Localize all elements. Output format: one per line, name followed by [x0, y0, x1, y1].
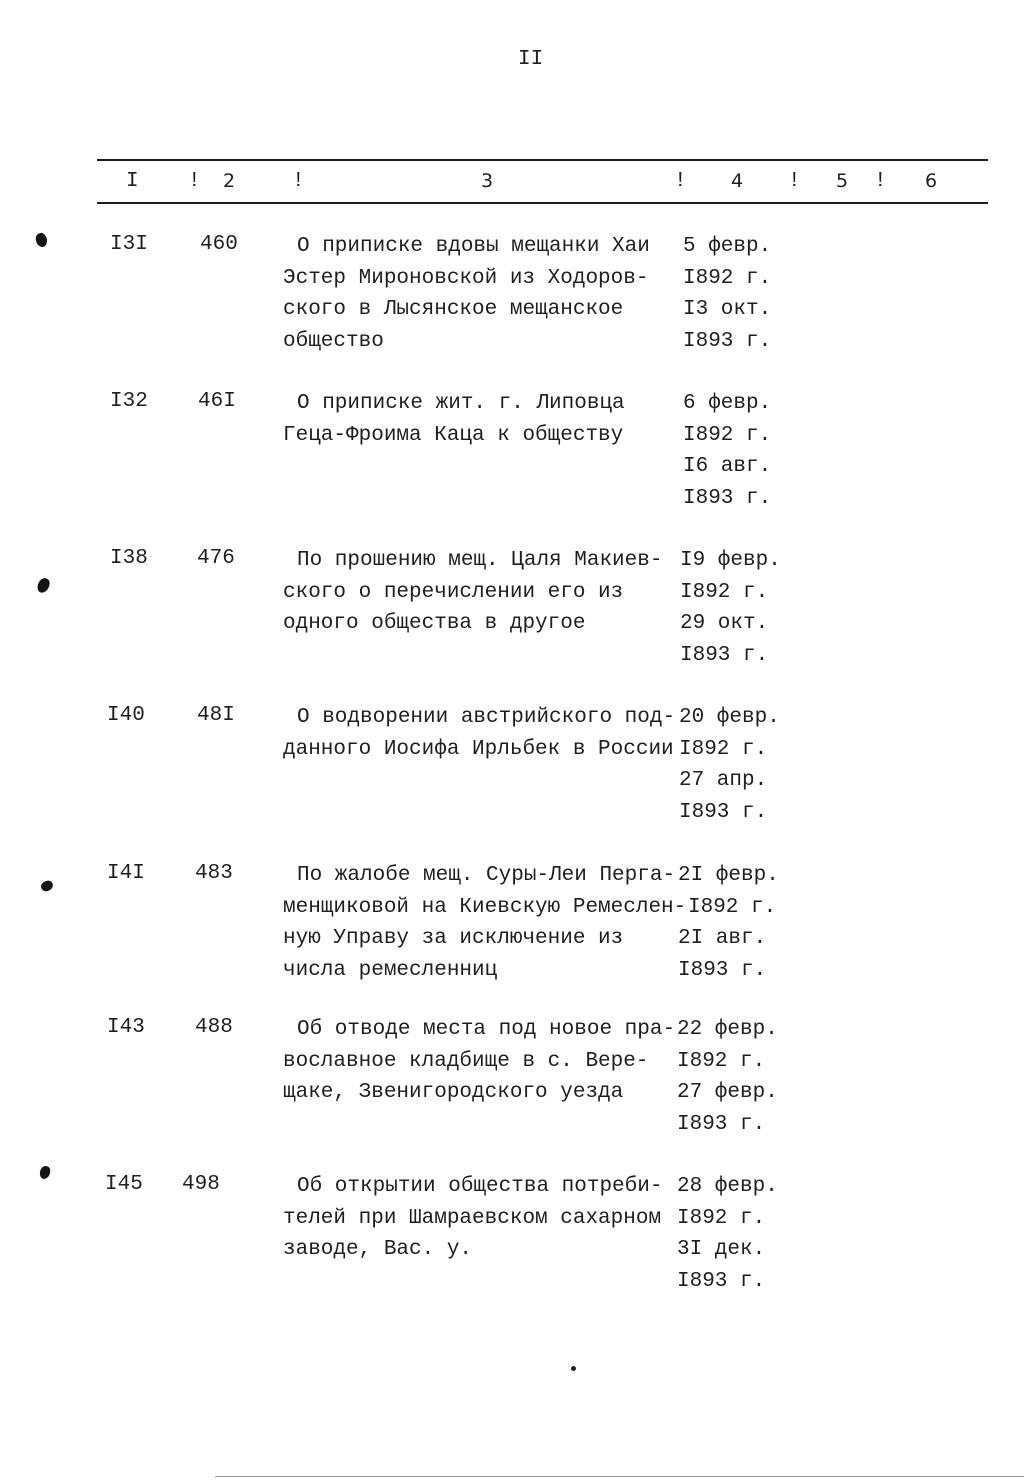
record-number: I4I — [107, 862, 145, 885]
record-row — [0, 545, 1024, 675]
title-line: Об отводе места под новое пра- — [297, 1018, 676, 1041]
table-header — [0, 166, 1024, 198]
title-line: данного Иосифа Ирльбек в России — [283, 737, 674, 761]
header-bottom-rule — [97, 202, 988, 204]
title-line: одного общества в другое — [283, 612, 586, 635]
date-line: 6 февр. — [683, 392, 772, 415]
date-line: 27 апр. — [679, 769, 768, 792]
title-line: вославное кладбище в с. Вере- — [283, 1049, 649, 1073]
title-line: ского в Лысянское мещанское — [283, 298, 624, 321]
file-number: 476 — [197, 547, 235, 570]
date-line: I892 г. — [683, 266, 772, 290]
record-dates — [680, 545, 800, 671]
header-top-rule — [97, 159, 988, 161]
file-number: 488 — [195, 1016, 233, 1039]
record-dates — [679, 702, 799, 828]
header-col-2: 2 — [223, 170, 236, 192]
file-number: 483 — [195, 862, 233, 885]
record-row — [0, 388, 1024, 518]
title-line: менщиковой на Киевскую Ремеслен- — [283, 895, 687, 919]
date-line: I893 г. — [683, 486, 772, 510]
header-separator: ! — [292, 170, 305, 193]
header-separator: ! — [788, 170, 801, 193]
date-line: I893 г. — [683, 329, 772, 353]
date-line: I892 г. — [683, 423, 772, 447]
date-line: I893 г. — [680, 643, 769, 667]
date-line: 20 февр. — [679, 706, 780, 729]
header-col-5: 5 — [836, 170, 849, 192]
record-title — [283, 545, 683, 640]
record-row — [0, 702, 1024, 832]
record-number: I43 — [107, 1016, 145, 1039]
date-line: I3 окт. — [683, 298, 772, 321]
record-number: I45 — [105, 1173, 143, 1196]
record-row — [0, 1171, 1024, 1301]
title-line: телей при Шамраевском сахарном — [283, 1206, 662, 1230]
date-line: I893 г. — [679, 800, 768, 824]
header-col-1: I — [126, 170, 139, 193]
title-line: О приписке жит. г. Липовца — [297, 392, 625, 415]
date-line: 29 окт. — [680, 612, 769, 635]
title-line: Эстер Мироновской из Ходоров- — [283, 266, 649, 290]
record-title — [283, 231, 683, 357]
date-line: I893 г. — [677, 1269, 766, 1293]
title-line: ную Управу за исключение из — [283, 927, 624, 950]
record-dates — [683, 388, 803, 514]
title-line: общество — [283, 329, 384, 353]
record-title — [283, 1014, 683, 1109]
date-line: I893 г. — [678, 958, 767, 982]
header-col-4: 4 — [731, 170, 744, 192]
record-dates — [683, 231, 803, 357]
record-number: I38 — [110, 547, 148, 570]
title-line: щаке, Звенигородского уезда — [283, 1081, 624, 1104]
record-dates — [677, 1171, 797, 1297]
record-number: I32 — [110, 390, 148, 413]
title-line: По жалобе мещ. Суры-Леи Перга- — [297, 864, 676, 887]
ink-dot — [571, 1366, 576, 1371]
title-line: О приписке вдовы мещанки Хаи — [297, 235, 650, 258]
record-title — [283, 702, 683, 765]
date-line: I893 г. — [677, 1112, 766, 1136]
title-line: Об открытии общества потреби- — [297, 1175, 663, 1198]
file-number: 498 — [182, 1173, 220, 1196]
header-col-3: 3 — [481, 170, 494, 192]
date-line: 2I февр. — [678, 864, 779, 887]
title-line: О водворении австрийского под- — [297, 706, 676, 729]
date-line: I6 авг. — [683, 455, 772, 478]
record-number: I3I — [110, 233, 148, 256]
date-line: I892 г. — [679, 737, 768, 761]
record-row — [0, 231, 1024, 361]
record-row — [0, 860, 1024, 990]
record-title — [283, 860, 687, 986]
date-line: I892 г. — [677, 1206, 766, 1230]
file-number: 46I — [198, 390, 236, 413]
record-title — [283, 1171, 683, 1266]
file-number: 48I — [197, 704, 235, 727]
date-line: 2I авг. — [678, 927, 767, 950]
record-row — [0, 1014, 1024, 1144]
scan-edge-line — [215, 1476, 1024, 1477]
title-line: заводе, Вас. у. — [283, 1238, 473, 1261]
date-line: 3I дек. — [677, 1238, 766, 1261]
record-dates — [677, 1014, 797, 1140]
record-number: I40 — [107, 704, 145, 727]
page-number: II — [518, 48, 544, 71]
file-number: 460 — [200, 233, 238, 256]
date-line: I892 г. — [680, 580, 769, 604]
date-line: I892 г. — [688, 895, 777, 919]
header-separator: ! — [188, 170, 201, 193]
record-dates — [678, 860, 798, 986]
record-title — [283, 388, 683, 451]
header-separator: ! — [674, 170, 687, 193]
title-line: числа ремесленниц — [283, 958, 498, 982]
title-line: ского о перечислении его из — [283, 580, 624, 604]
title-line: По прошению мещ. Цаля Макиев- — [297, 549, 663, 572]
date-line: 28 февр. — [677, 1175, 778, 1198]
header-separator: ! — [874, 170, 887, 193]
date-line: I9 февр. — [680, 549, 781, 572]
date-line: I892 г. — [677, 1049, 766, 1073]
title-line: Геца-Фроима Каца к обществу — [283, 423, 624, 447]
header-col-6: 6 — [925, 170, 938, 192]
date-line: 27 февр. — [677, 1081, 778, 1104]
date-line: 5 февр. — [683, 235, 772, 258]
date-line: 22 февр. — [677, 1018, 778, 1041]
